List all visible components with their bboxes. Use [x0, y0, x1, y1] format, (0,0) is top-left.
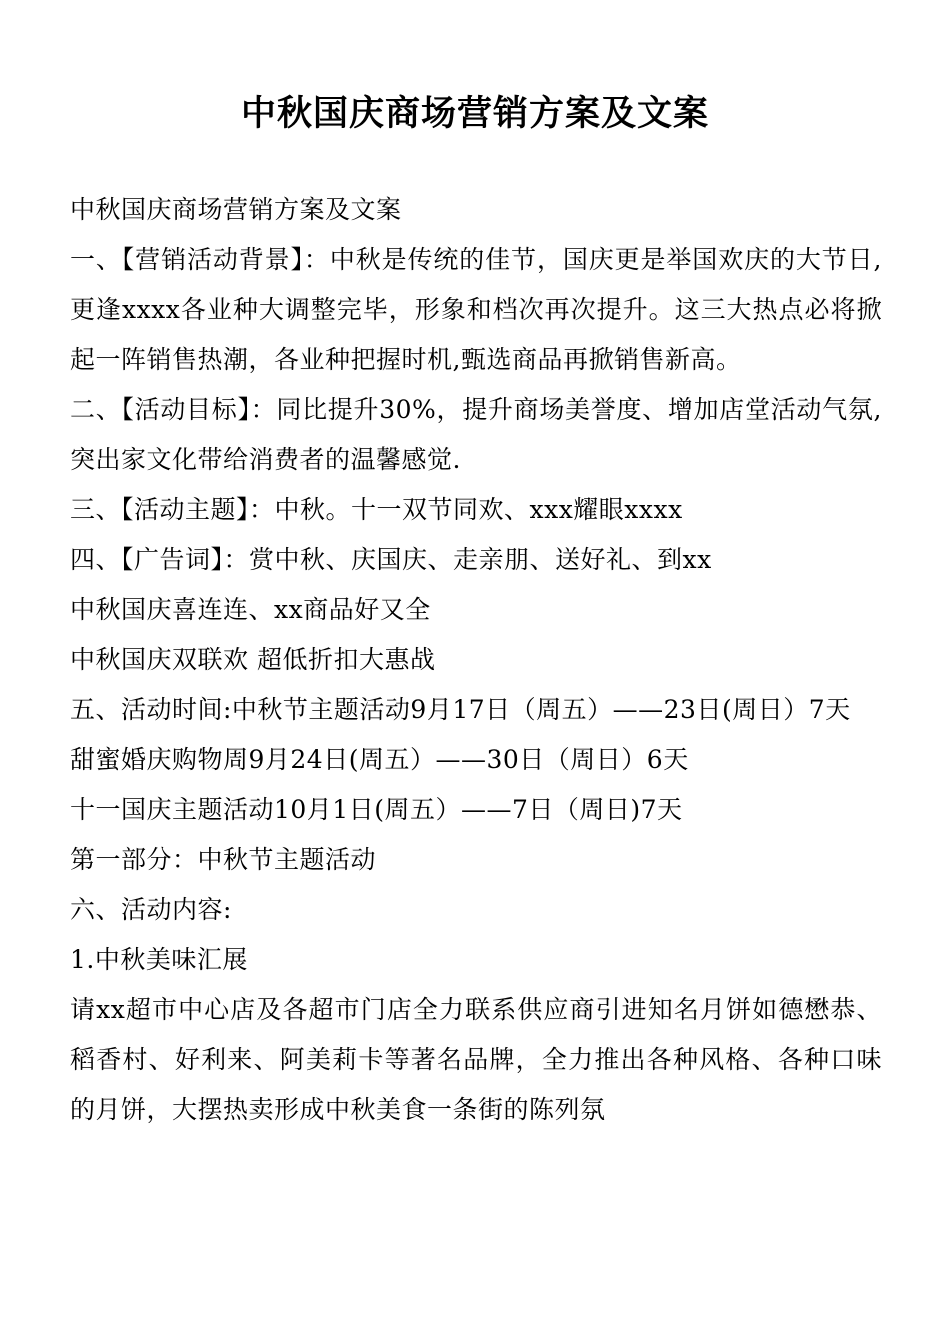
paragraph-item-heading: 1.中秋美味汇展 — [70, 945, 248, 974]
paragraph-slogan-3: 中秋国庆双联欢 超低折扣大惠战 — [70, 645, 436, 674]
paragraph-part-one-heading: 第一部分：中秋节主题活动 — [70, 845, 377, 874]
document-title: 中秋国庆商场营销方案及文案 — [240, 94, 709, 134]
paragraph-subtitle: 中秋国庆商场营销方案及文案 — [70, 195, 402, 224]
paragraph-schedule-national-day: 十一国庆主题活动10月1日(周五）——7日（周日)7天 — [70, 795, 683, 824]
paragraph-schedule: 五、活动时间:中秋节主题活动9月17日（周五）——23日(周日）7天 — [70, 695, 851, 724]
paragraph-theme: 三、【活动主题】：中秋。十一双节同欢、xxx耀眼xxxx — [70, 495, 683, 524]
paragraph-item-body: 请xx超市中心店及各超市门店全力联系供应商引进知名月饼如德懋恭、稻香村、好利来、阿美莉卡等著名品牌，全力推出各种风格、各种口味的月饼，大摆热卖形成中秋美食一条街的陈列氛 — [70, 995, 882, 1124]
paragraph-schedule-wedding: 甜蜜婚庆购物周9月24日(周五）——30日（周日）6天 — [70, 745, 689, 774]
paragraph-background: 一、【营销活动背景】：中秋是传统的佳节，国庆更是举国欢庆的大节日,更逢xxxx各业种大调整完毕，形象和档次再次提升。这三大热点必将掀起一阵销售热潮，各业种把握时机,甄选商品再掀销售新高。 — [70, 245, 882, 374]
paragraph-goal: 二、【活动目标】：同比提升30%，提升商场美誉度、增加店堂活动气氛,突出家文化带给消费者的温馨感觉. — [70, 395, 882, 474]
paragraph-content-heading: 六、活动内容: — [70, 895, 232, 924]
document-body — [70, 185, 882, 1135]
paragraph-slogan: 四、【广告词】：赏中秋、庆国庆、走亲朋、送好礼、到xx — [70, 545, 712, 574]
paragraph-slogan-2: 中秋国庆喜连连、xx商品好又全 — [70, 595, 431, 624]
